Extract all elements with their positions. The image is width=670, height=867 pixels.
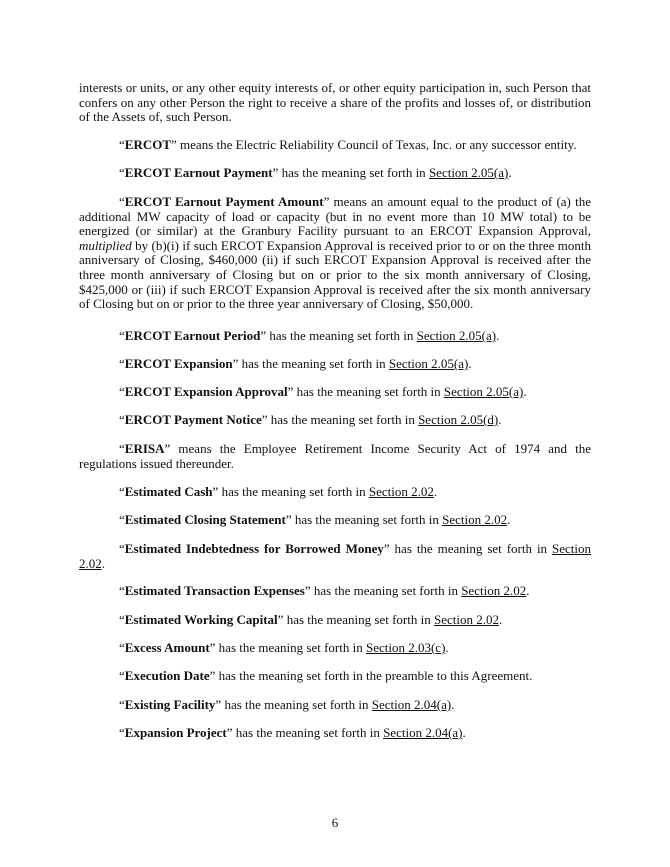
section-reference: Section 2.05(a) <box>428 165 509 180</box>
definition-ercot: “ERCOT” means the Electric Reliability Council of Texas, Inc. or any successor entity. <box>119 137 577 152</box>
defined-term: Estimated Indebtedness for Borrowed Money <box>124 541 384 556</box>
defined-term: ERCOT Expansion <box>124 356 233 371</box>
definition-estimated-indebtedness: “Estimated Indebtedness for Borrowed Money” has the meaning set forth in Section 2.02. <box>79 541 591 571</box>
defined-term: ERCOT <box>124 137 172 152</box>
section-reference: Section 2.05(d) <box>418 412 499 427</box>
defined-term: ERCOT Payment Notice <box>124 412 262 427</box>
definition-estimated-working-capital: “Estimated Working Capital” has the meaning set forth in Section 2.02. <box>119 612 503 627</box>
section-reference: Section 2.02 <box>442 512 508 527</box>
definition-ercot-earnout-payment-amount: “ERCOT Earnout Payment Amount” means an amount equal to the product of (a) the additional MW capacity of load or capacity (but in no event more than 10 MW total) to be energized (or similar) at the Granbury Facility pursuant to an ERCOT Expansion Approval, multiplied by (b)(i) if such ERCOT Expansion Approval is received prior to or on the three month anniversary of Closing, $460,000 (ii) if such ERCOT Expansion Approval is received after the three month anniversary of Closing but on or prior to the six month anniversary of Closing, $425,000 or (iii) if such ERCOT Expansion Approval is received after the six month anniversary of Closing but on or prior to the three year anniversary of Closing, $50,000. <box>79 194 591 312</box>
definition-erisa: “ERISA” means the Employee Retirement Income Security Act of 1974 and the regulations issued thereunder. <box>79 441 591 471</box>
paragraph-equity-interests: interests or units, or any other equity interests of, or other equity participation in, such Person that confers on any other Person the right to receive a share of the profits and losses of, or distribution of the Assets of, such Person. <box>79 80 591 125</box>
defined-term: ERCOT Expansion Approval <box>124 384 288 399</box>
definition-ercot-payment-notice: “ERCOT Payment Notice” has the meaning set forth in Section 2.05(d). <box>119 412 502 427</box>
section-reference: Section 2.03(c) <box>365 640 446 655</box>
section-reference: Section 2.05(a) <box>416 328 497 343</box>
definition-estimated-cash: “Estimated Cash” has the meaning set forth in Section 2.02. <box>119 484 438 499</box>
section-reference: Section 2.02 <box>461 583 527 598</box>
section-reference: Section 2.05(a) <box>388 356 469 371</box>
definition-ercot-expansion: “ERCOT Expansion” has the meaning set forth in Section 2.05(a). <box>119 356 472 371</box>
defined-term: ERCOT Earnout Period <box>124 328 261 343</box>
defined-term: ERISA <box>124 441 165 456</box>
definition-expansion-project: “Expansion Project” has the meaning set forth in Section 2.04(a). <box>119 725 466 740</box>
defined-term: Existing Facility <box>124 697 216 712</box>
page-number: 6 <box>331 815 339 830</box>
definition-existing-facility: “Existing Facility” has the meaning set forth in Section 2.04(a). <box>119 697 455 712</box>
definition-execution-date: “Execution Date” has the meaning set forth in the preamble to this Agreement. <box>119 668 533 683</box>
section-reference: Section 2.05(a) <box>443 384 524 399</box>
section-reference: Section 2.04(a) <box>371 697 452 712</box>
defined-term: Estimated Transaction Expenses <box>124 583 305 598</box>
defined-term: Expansion Project <box>124 725 227 740</box>
section-reference: Section 2.02 <box>434 612 499 627</box>
definition-estimated-closing-statement: “Estimated Closing Statement” has the meaning set forth in Section 2.02. <box>119 512 511 527</box>
definition-excess-amount: “Excess Amount” has the meaning set forth in Section 2.03(c). <box>119 640 449 655</box>
definition-ercot-earnout-period: “ERCOT Earnout Period” has the meaning set forth in Section 2.05(a). <box>119 328 500 343</box>
definition-estimated-transaction-expenses: “Estimated Transaction Expenses” has the meaning set forth in Section 2.02. <box>119 583 530 598</box>
defined-term: ERCOT Earnout Payment Amount <box>124 194 324 209</box>
section-reference: Section 2.02 <box>368 484 434 499</box>
definition-ercot-earnout-payment: “ERCOT Earnout Payment” has the meaning set forth in Section 2.05(a). <box>119 165 512 180</box>
section-reference: Section 2.04(a) <box>383 725 463 740</box>
defined-term: ERCOT Earnout Payment <box>124 165 273 180</box>
defined-term: Estimated Cash <box>124 484 213 499</box>
defined-term: Execution Date <box>124 668 210 683</box>
defined-term: Excess Amount <box>124 640 210 655</box>
defined-term: Estimated Closing Statement <box>124 512 286 527</box>
definition-ercot-expansion-approval: “ERCOT Expansion Approval” has the meaning set forth in Section 2.05(a). <box>119 384 527 399</box>
section-reference: Section 2.02 <box>79 541 591 571</box>
defined-term: Estimated Working Capital <box>124 612 278 627</box>
